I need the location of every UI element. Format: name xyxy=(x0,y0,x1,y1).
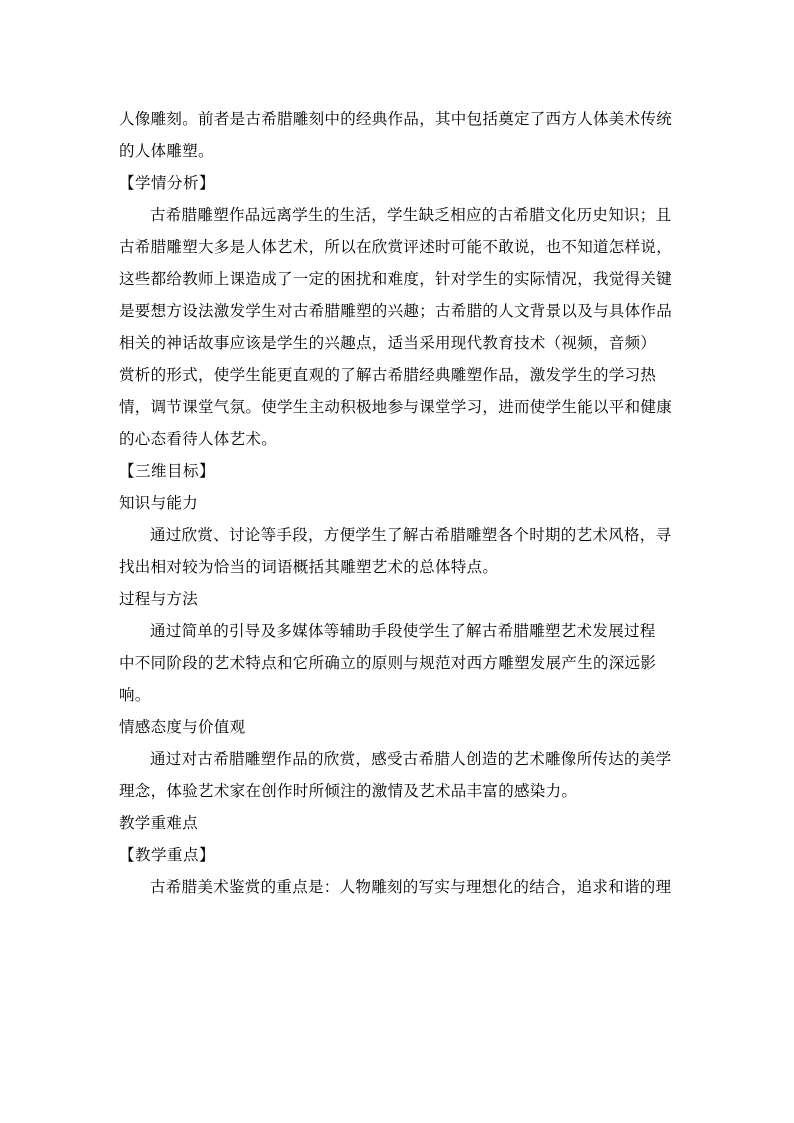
paragraph-line: 通过简单的引导及多媒体等辅助手段使学生了解古希腊雕塑艺术发展过程 xyxy=(150,622,656,640)
paragraph-line: 理念，体验艺术家在创作时所倾注的激情及艺术品丰富的感染力。 xyxy=(119,782,578,800)
paragraph-line: 相关的神话故事应该是学生的兴趣点，适当采用现代教育技术（视频，音频） xyxy=(119,334,657,352)
subheading-knowledge-ability: 知识与能力 xyxy=(119,494,199,512)
paragraph-line: 情，调节课堂气氛。使学生主动积极地参与课堂学习，进而使学生能以平和健康 xyxy=(119,398,673,416)
paragraph-line: 古希腊雕塑大多是人体艺术，所以在欣赏评述时可能不敢说，也不知道怎样说， xyxy=(119,238,673,256)
paragraph-line: 是要想方设法激发学生对古希腊雕塑的兴趣；古希腊的人文背景以及与具体作品 xyxy=(119,302,673,320)
paragraph-line: 的人体雕塑。 xyxy=(119,142,214,160)
paragraph-line: 响。 xyxy=(119,686,151,704)
paragraph-line: 中不同阶段的艺术特点和它所确立的原则与规范对西方雕塑发展产生的深远影 xyxy=(119,654,657,672)
paragraph-line: 通过欣赏、讨论等手段，方便学生了解古希腊雕塑各个时期的艺术风格，寻 xyxy=(150,526,672,544)
section-heading-teaching-focus: 【教学重点】 xyxy=(119,846,216,864)
document-body xyxy=(119,103,677,903)
subheading-emotion-attitude-values: 情感态度与价值观 xyxy=(119,718,246,736)
paragraph-line: 通过对古希腊雕塑作品的欣赏，感受古希腊人创造的艺术雕像所传达的美学 xyxy=(150,750,672,768)
subheading-process-method: 过程与方法 xyxy=(119,590,199,608)
paragraph-line: 人像雕刻。前者是古希腊雕刻中的经典作品，其中包括奠定了西方人体美术传统 xyxy=(119,110,673,128)
section-heading-three-dimensional-goals: 【三维目标】 xyxy=(119,462,216,480)
subheading-key-difficult-points: 教学重难点 xyxy=(119,814,199,832)
paragraph-line: 找出相对较为恰当的词语概括其雕塑艺术的总体特点。 xyxy=(119,558,499,576)
paragraph-line: 这些都给教师上课造成了一定的困扰和难度，针对学生的实际情况，我觉得关键 xyxy=(119,270,673,288)
paragraph-line: 古希腊美术鉴赏的重点是：人物雕刻的写实与理想化的结合，追求和谐的理 xyxy=(150,878,672,896)
section-heading-learning-analysis: 【学情分析】 xyxy=(119,174,216,192)
paragraph-line: 赏析的形式，使学生能更直观的了解古希腊经典雕塑作品，激发学生的学习热 xyxy=(119,366,657,384)
paragraph-line: 古希腊雕塑作品远离学生的生活，学生缺乏相应的古希腊文化历史知识；且 xyxy=(150,206,672,224)
paragraph-line: 的心态看待人体艺术。 xyxy=(119,430,278,448)
